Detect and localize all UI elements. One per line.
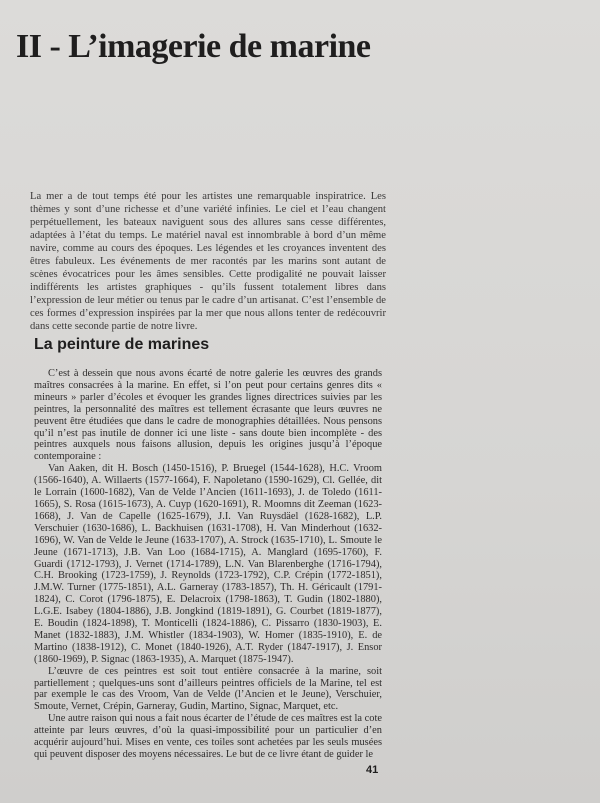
body-paragraph: C’est à dessein que nous avons écarté de notre galerie les œuvres des grands maîtres consacrées à la marine. En effet, si l’on peut pour certains genres dits « mineurs » parler d’écoles et évoquer les grandes lignes directrices suivies par les peintres, la personnalité des maîtres est tellement écrasante que leurs œuvres ne peuvent être étudiées que dans le cadre de monographies détaillées. Nous pensons qu’il n’est pas inutile de donner ici une liste - sans doute bien incomplète - des peintres auxquels nous faisons allusion, depuis les origines jusqu’à l’époque contemporaine : [34,368,382,463]
body-paragraph: L’œuvre de ces peintres est soit tout entière consacrée à la marine, soit partiellement ; quelques-uns sont d’ailleurs peintres officiels de la Marine, tel est par exemple le cas des Vroom, Van de Velde (l’Ancien et le Jeune), Verschuier, Smoute, Vernet, Crépin, Garneray, Gudin, Martino, Signac, Marquet, etc. [34,665,382,713]
section-title: La peinture de marines [34,336,210,353]
intro-paragraph: La mer a de tout temps été pour les artistes une remarquable inspiratrice. Les thèmes y sont d’une richesse et d’une variété infinies. Le ciel et l’eau changent perpétuellement, les bateaux naviguent sous des allures sans cesse différentes, adaptées à l’état du temps. Le matériel naval est innombrable à bord d’un même navire, comme au cours des époques. Les légendes et les croyances inventent des êtres fabuleux. Les événements de mer racontés par les marins sont autant de scènes évocatrices pour les âmes sensibles. Cette prodigalité ne pouvait laisser indifférents les artistes graphiques - qu’ils fussent totalement libres dans l’expression de leur métier ou tenus par le cadre d’un artisanat. C’est l’ensemble de ces formes d’expression inspirées par la mer que nous allons tenter de redécouvrir dans cette seconde partie de notre livre. [30,191,386,332]
chapter-title: II - L’imagerie de marine [16,28,371,65]
page-number: 41 [366,764,379,776]
painter-list-paragraph: Van Aaken, dit H. Bosch (1450-1516), P. Bruegel (1544-1628), H.C. Vroom (1566-1640), A. Willaerts (1577-1664), F. Napoletano (1590-1629), Cl. Gellée, dit le Lorrain (1600-1682), Van de Velde l’Ancien (1611-1693), J. de Toledo (1611-1665), S. Rosa (1615-1673), A. Cuyp (1620-1691), R. Moomns dit Zeeman (1623-1668), J. Van de Capelle (1625-1679), J.I. Van Ruysdäel (1628-1682), L.P. Verschuier (1630-1686), L. Backhuisen (1631-1708), H. Van Minderhout (1632-1696), W. Van de Velde le Jeune (1633-1707), A. Strock (1635-1710), L. Smoute le Jeune (1671-1713), J.B. Van Loo (1684-1715), A. Manglard (1695-1760), F. Guardi (1712-1793), J. Vernet (1714-1789), L.N. Van Blarenberghe (1716-1794), C.H. Brooking (1723-1759), J. Reynolds (1723-1792), C.P. Crépin (1772-1851), J.M.W. Turner (1775-1851), A.L. Garneray (1783-1857), Th. H. Géricault (1791-1824), C. Corot (1796-1875), E. Delacroix (1798-1863), T. Gudin (1802-1880), L.G.E. Isabey (1804-1886), J.B. Jongkind (1819-1891), G. Courbet (1819-1877), E. Boudin (1824-1898), T. Monticelli (1824-1886), C. Pissarro (1830-1903), E. Manet (1832-1883), J.M. Whistler (1834-1903), W. Homer (1835-1910), E. de Martino (1838-1912), C. Monet (1840-1926), A.T. Ryder (1847-1917), J. Ensor (1860-1969), P. Signac (1863-1935), A. Marquet (1875-1947). [34,463,382,665]
body-paragraph: Une autre raison qui nous a fait nous écarter de l’étude de ces maîtres est la cote atteinte par leurs œuvres, d’où la quasi-impossibilité pour un particulier d’en acquérir aujourd’hui. Mises en vente, ces toiles sont achetées par les seuls musées qui peuvent disposer des moyens nécessaires. Le but de ce livre étant de guider le [34,713,382,760]
section-body [34,368,382,761]
